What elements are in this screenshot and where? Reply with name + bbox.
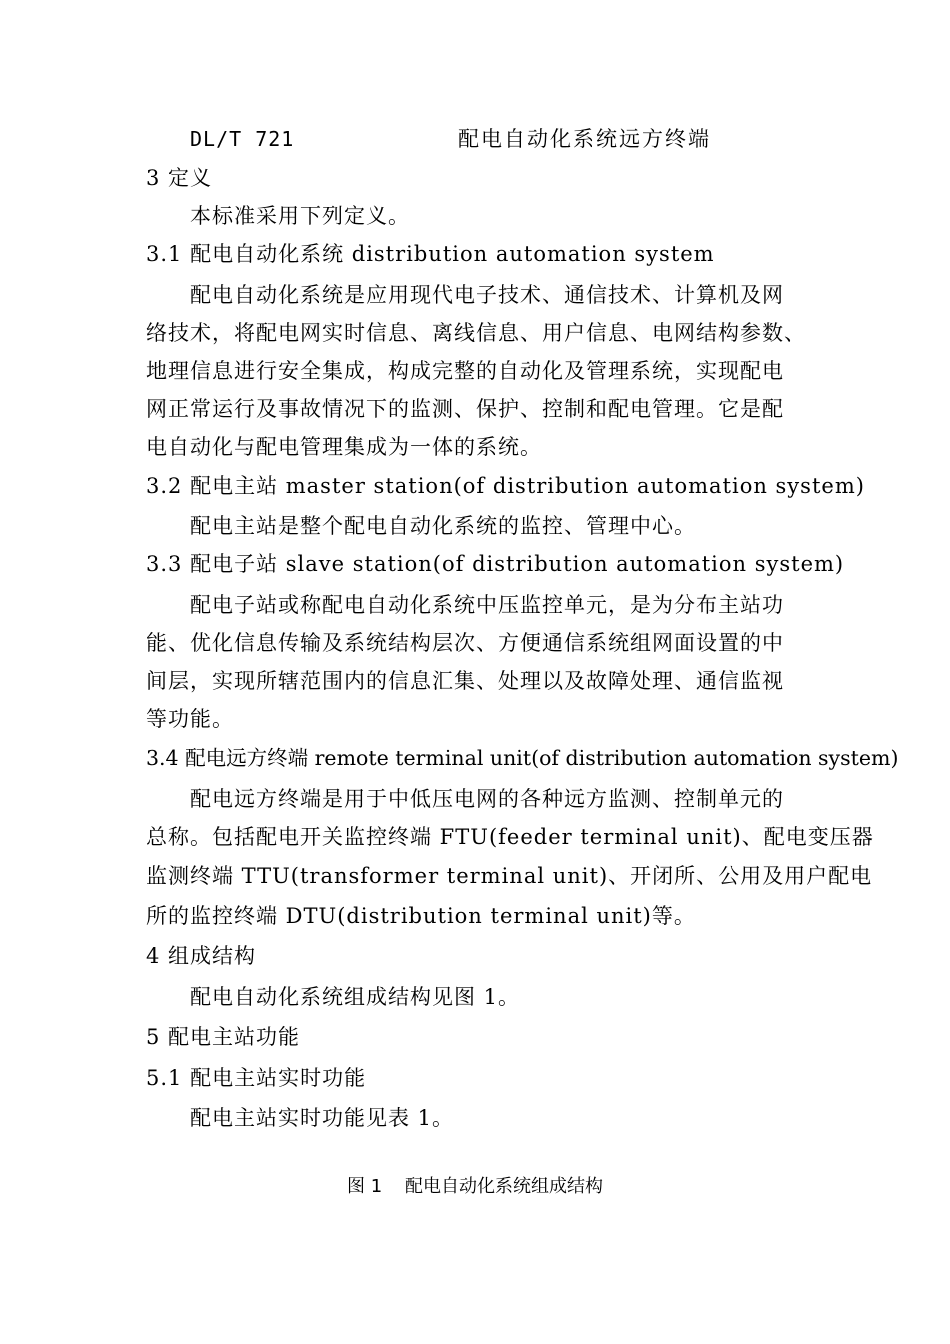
definition-heading-3-4: 3.4 配电远方终端 remote terminal unit(of distribution automation system): [146, 746, 899, 770]
paragraph-line: 间层，实现所辖范围内的信息汇集、处理以及故障处理、通信监视: [146, 669, 784, 693]
definition-heading-3-2: 3.2 配电主站 master station(of distribution automation system): [146, 474, 865, 498]
paragraph-line: 配电自动化系统组成结构见图 1。: [190, 985, 521, 1009]
paragraph-line: 地理信息进行安全集成，构成完整的自动化及管理系统，实现配电: [146, 359, 784, 383]
paragraph-line: 配电子站或称配电自动化系统中压监控单元，是为分布主站功: [190, 593, 784, 617]
definition-heading-3-3: 3.3 配电子站 slave station(of distribution automation system): [146, 552, 845, 576]
paragraph-line: 监测终端 TTU(transformer terminal unit)、开闭所、公用及用户配电: [146, 864, 873, 888]
section-heading-3: 3 定义: [146, 166, 213, 190]
paragraph-line: 网正常运行及事故情况下的监测、保护、控制和配电管理。它是配: [146, 397, 784, 421]
paragraph-line: 总称。包括配电开关监控终端 FTU(feeder terminal unit)、配电变压器: [146, 825, 874, 849]
paragraph-line: 配电远方终端是用于中低压电网的各种远方监测、控制单元的: [190, 787, 784, 811]
paragraph-line: 等功能。: [146, 707, 234, 731]
section-heading-5-1: 5.1 配电主站实时功能: [146, 1066, 367, 1090]
figure-caption: 图 1 配电自动化系统组成结构: [346, 1176, 604, 1197]
paragraph-line: 本标准采用下列定义。: [190, 204, 410, 228]
paragraph-line: 所的监控终端 DTU(distribution terminal unit)等。: [146, 904, 696, 928]
paragraph-line: 能、优化信息传输及系统结构层次、方便通信系统组网面设置的中: [146, 631, 784, 655]
paragraph-line: 络技术，将配电网实时信息、离线信息、用户信息、电网结构参数、: [146, 321, 806, 345]
paragraph-line: 配电主站实时功能见表 1。: [190, 1106, 455, 1130]
standard-code: DL/T 721: [190, 127, 295, 151]
paragraph-line: 电自动化与配电管理集成为一体的系统。: [146, 435, 542, 459]
definition-heading-3-1: 3.1 配电自动化系统 distribution automation system: [146, 242, 715, 266]
section-heading-4: 4 组成结构: [146, 944, 257, 968]
paragraph-line: 配电主站是整个配电自动化系统的监控、管理中心。: [190, 514, 696, 538]
section-heading-5: 5 配电主站功能: [146, 1025, 301, 1049]
paragraph-line: 配电自动化系统是应用现代电子技术、通信技术、计算机及网: [190, 283, 784, 307]
standard-title: 配电自动化系统远方终端: [458, 127, 711, 151]
